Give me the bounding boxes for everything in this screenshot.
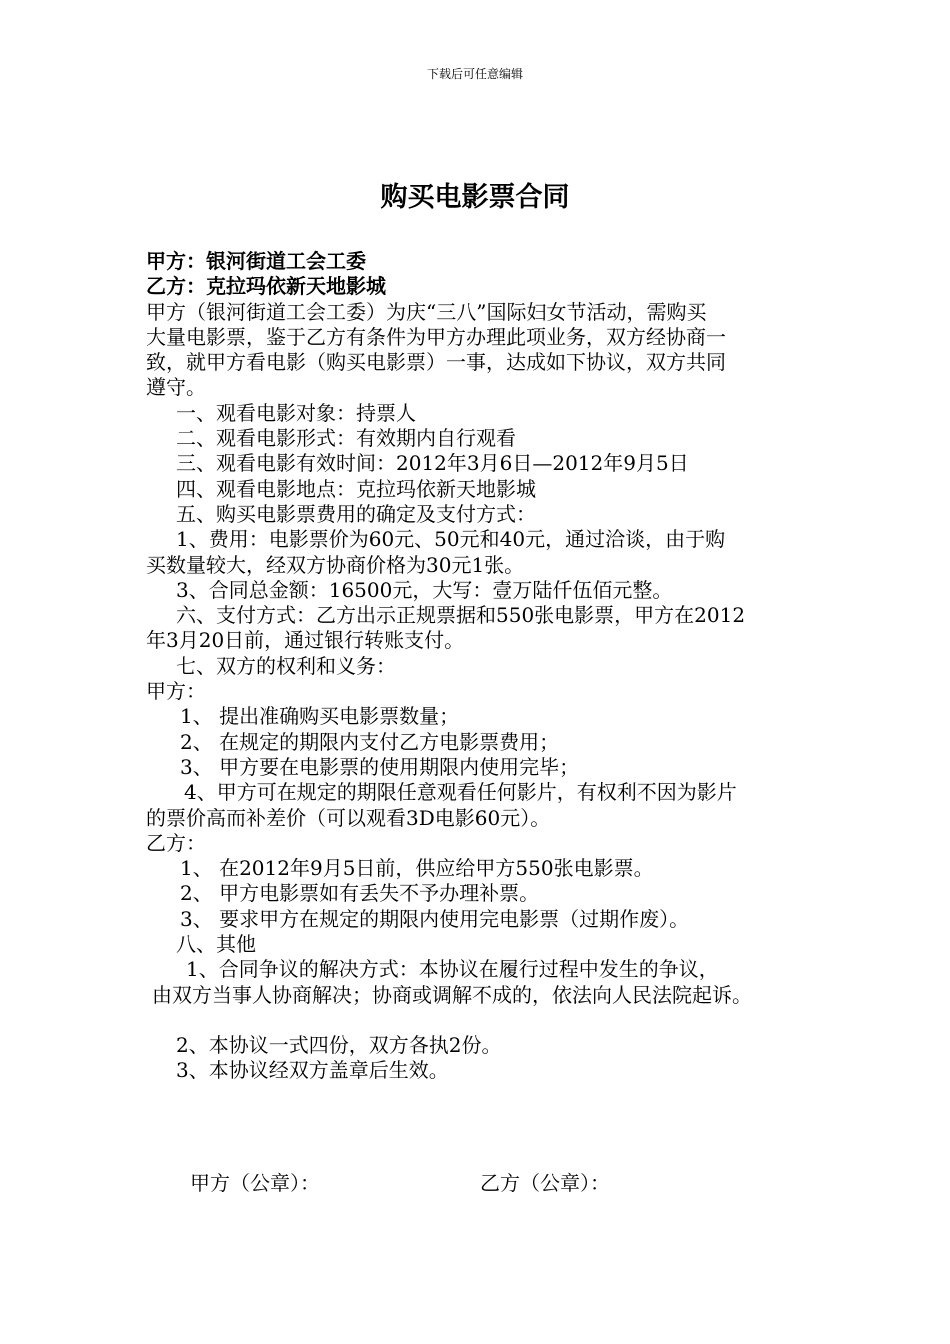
clause-3: 三、观看电影有效时间：2012年3月6日—2012年9月5日 xyxy=(176,451,689,476)
party-b-seal-line: 乙方（公章）： xyxy=(480,1171,610,1195)
intro-line: 遵守。 xyxy=(146,375,206,400)
party-a-duties-heading: 甲方： xyxy=(146,679,206,704)
others-item-1: 1、合同争议的解决方式：本协议在履行过程中发生的争议， xyxy=(186,957,719,982)
party-b-duties-heading: 乙方： xyxy=(146,830,206,855)
others-item-3: 3、本协议经双方盖章后生效。 xyxy=(176,1058,449,1083)
clause-6: 六、支付方式：乙方出示正规票据和550张电影票，甲方在2012 xyxy=(176,603,746,628)
spacer xyxy=(146,1008,836,1033)
clause-5-item-3: 3、合同总金额：16500元，大写：壹万陆仟伍佰元整。 xyxy=(176,577,673,602)
intro-line: 大量电影票，鉴于乙方有条件为甲方办理此项业务，双方经协商一 xyxy=(146,324,726,349)
others-item-1-cont: 由双方当事人协商解决；协商或调解不成的，依法向人民法院起诉。 xyxy=(152,982,752,1007)
clause-7: 七、双方的权利和义务： xyxy=(176,653,396,678)
party-a-seal-line: 甲方（公章）： xyxy=(190,1171,320,1195)
clause-5: 五、购买电影票费用的确定及支付方式： xyxy=(176,501,536,526)
others-item-2: 2、本协议一式四份，双方各执2份。 xyxy=(176,1032,502,1057)
clause-4: 四、观看电影地点：克拉玛依新天地影城 xyxy=(176,476,536,501)
party-a-duty-4: 4、甲方可在规定的期限任意观看任何影片，有权利不因为影片 xyxy=(184,780,737,805)
party-b-duty: 2、 甲方电影票如有丢失不予办理补票。 xyxy=(180,881,540,906)
intro-line: 致，就甲方看电影（购买电影票）一事，达成如下协议，双方共同 xyxy=(146,350,726,375)
party-a-duty: 1、 提出准确购买电影票数量； xyxy=(180,704,460,729)
party-b-name: 乙方：克拉玛依新天地影城 xyxy=(146,274,386,299)
clause-1: 一、观看电影对象：持票人 xyxy=(176,400,416,425)
others-heading: 八、其他 xyxy=(176,932,256,957)
clause-5-item-1-cont: 买数量较大，经双方协商价格为30元1张。 xyxy=(146,552,525,577)
clause-5-item-1: 1、费用：电影票价为60元、50元和40元，通过洽谈，由于购 xyxy=(176,527,726,552)
intro-line: 甲方（银河街道工会工委）为庆“三八”国际妇女节活动，需购买 xyxy=(146,299,707,324)
party-b-duty: 3、 要求甲方在规定的期限内使用完电影票（过期作废）。 xyxy=(180,906,690,931)
party-a-duty: 2、 在规定的期限内支付乙方电影票费用； xyxy=(180,729,560,754)
clause-2: 二、观看电影形式：有效期内自行观看 xyxy=(176,426,516,451)
document-title: 购买电影票合同 xyxy=(380,182,570,213)
page-header-note: 下载后可任意编辑 xyxy=(426,67,523,81)
contract-body xyxy=(146,249,836,1084)
party-a-duty: 3、 甲方要在电影票的使用期限内使用完毕； xyxy=(180,754,580,779)
party-a-name: 甲方：银河街道工会工委 xyxy=(146,249,366,273)
clause-6-cont: 年3月20日前，通过银行转账支付。 xyxy=(146,628,465,653)
party-a-duty-4-cont: 的票价高而补差价（可以观看3D电影60元）。 xyxy=(146,805,551,830)
party-b-duty: 1、 在2012年9月5日前，供应给甲方550张电影票。 xyxy=(180,856,654,881)
